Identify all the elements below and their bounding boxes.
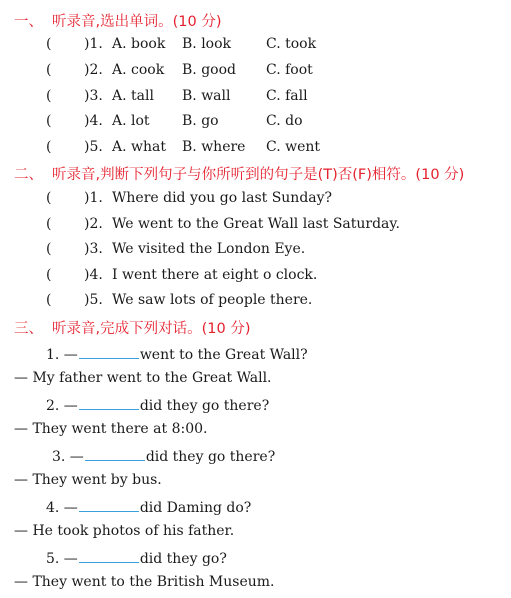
choice-row <box>0 113 511 133</box>
section-title: 听录音,完成下列对话。(10 分) <box>52 321 251 337</box>
choice-row <box>0 62 511 82</box>
dialogue-answer: — He took photos of his father. <box>14 523 235 539</box>
sentence: We visited the London Eye. <box>112 241 306 257</box>
dialogue-question <box>46 395 269 414</box>
section-1-heading <box>14 10 221 31</box>
judge-row <box>0 216 511 236</box>
option-c: C. fall <box>266 88 308 104</box>
option-c: C. do <box>266 113 303 129</box>
section-2-heading <box>14 163 464 184</box>
question-number: )2. <box>84 62 103 78</box>
answer-paren[interactable]: ( <box>46 113 52 129</box>
option-c: C. took <box>266 36 317 52</box>
answer-paren[interactable]: ( <box>46 36 52 52</box>
question-text: went to the Great Wall? <box>139 347 308 363</box>
question-number: )1. <box>84 190 103 206</box>
answer-paren[interactable]: ( <box>46 88 52 104</box>
question-number: 5. — <box>46 551 78 567</box>
option-a: A. what <box>112 139 166 155</box>
answer-paren[interactable]: ( <box>46 241 52 257</box>
section-title: 听录音,选出单词。(10 分) <box>52 14 222 30</box>
question-text: did they go there? <box>139 398 270 414</box>
option-b: B. go <box>182 113 219 129</box>
question-number: 4. — <box>46 500 78 516</box>
sentence: Where did you go last Sunday? <box>112 190 333 206</box>
question-number: )2. <box>84 216 103 232</box>
sentence: We went to the Great Wall last Saturday. <box>112 216 400 232</box>
question-number: )3. <box>84 241 103 257</box>
choice-row <box>0 139 511 159</box>
answer-paren[interactable]: ( <box>46 267 52 283</box>
question-number: 2. — <box>46 398 78 414</box>
option-a: A. tall <box>112 88 154 104</box>
dialogue-question <box>46 344 308 363</box>
answer-paren[interactable]: ( <box>46 62 52 78</box>
question-number: )4. <box>84 267 103 283</box>
sentence: We saw lots of people there. <box>112 292 313 308</box>
answer-blank[interactable] <box>79 548 139 563</box>
section-number: 三、 <box>14 321 43 337</box>
answer-paren[interactable]: ( <box>46 292 52 308</box>
question-number: )4. <box>84 113 103 129</box>
answer-paren[interactable]: ( <box>46 216 52 232</box>
dialogue-question <box>46 548 227 567</box>
question-text: did they go there? <box>145 449 276 465</box>
dialogue-answer: — My father went to the Great Wall. <box>14 370 272 386</box>
answer-paren[interactable]: ( <box>46 139 52 155</box>
dialogue-answer: — They went to the British Museum. <box>14 574 275 590</box>
option-c: C. went <box>266 139 321 155</box>
question-number: 1. — <box>46 347 78 363</box>
choice-row <box>0 88 511 108</box>
judge-row <box>0 241 511 261</box>
section-number: 一、 <box>14 14 43 30</box>
option-b: B. where <box>182 139 246 155</box>
question-number: )5. <box>84 292 103 308</box>
option-a: A. lot <box>112 113 150 129</box>
question-number: 3. — <box>52 449 84 465</box>
option-b: B. wall <box>182 88 231 104</box>
question-number: )5. <box>84 139 103 155</box>
answer-blank[interactable] <box>79 344 139 359</box>
dialogue-answer: — They went by bus. <box>14 472 162 488</box>
section-title: 听录音,判断下列句子与你所听到的句子是(T)否(F)相符。(10 分) <box>52 167 465 183</box>
dialogue-question <box>46 497 251 516</box>
judge-row <box>0 190 511 210</box>
answer-blank[interactable] <box>85 446 145 461</box>
judge-row <box>0 267 511 287</box>
answer-blank[interactable] <box>79 395 139 410</box>
choice-row <box>0 36 511 56</box>
question-text: did Daming do? <box>139 500 252 516</box>
answer-blank[interactable] <box>79 497 139 512</box>
option-b: B. look <box>182 36 232 52</box>
question-number: )1. <box>84 36 103 52</box>
judge-row <box>0 292 511 312</box>
section-3-heading <box>14 317 250 338</box>
section-number: 二、 <box>14 167 43 183</box>
question-text: did they go? <box>139 551 227 567</box>
dialogue-answer: — They went there at 8:00. <box>14 421 208 437</box>
question-number: )3. <box>84 88 103 104</box>
answer-paren[interactable]: ( <box>46 190 52 206</box>
option-b: B. good <box>182 62 236 78</box>
option-a: A. book <box>112 36 166 52</box>
dialogue-question <box>52 446 275 465</box>
sentence: I went there at eight o clock. <box>112 267 318 283</box>
option-c: C. foot <box>266 62 313 78</box>
option-a: A. cook <box>112 62 165 78</box>
